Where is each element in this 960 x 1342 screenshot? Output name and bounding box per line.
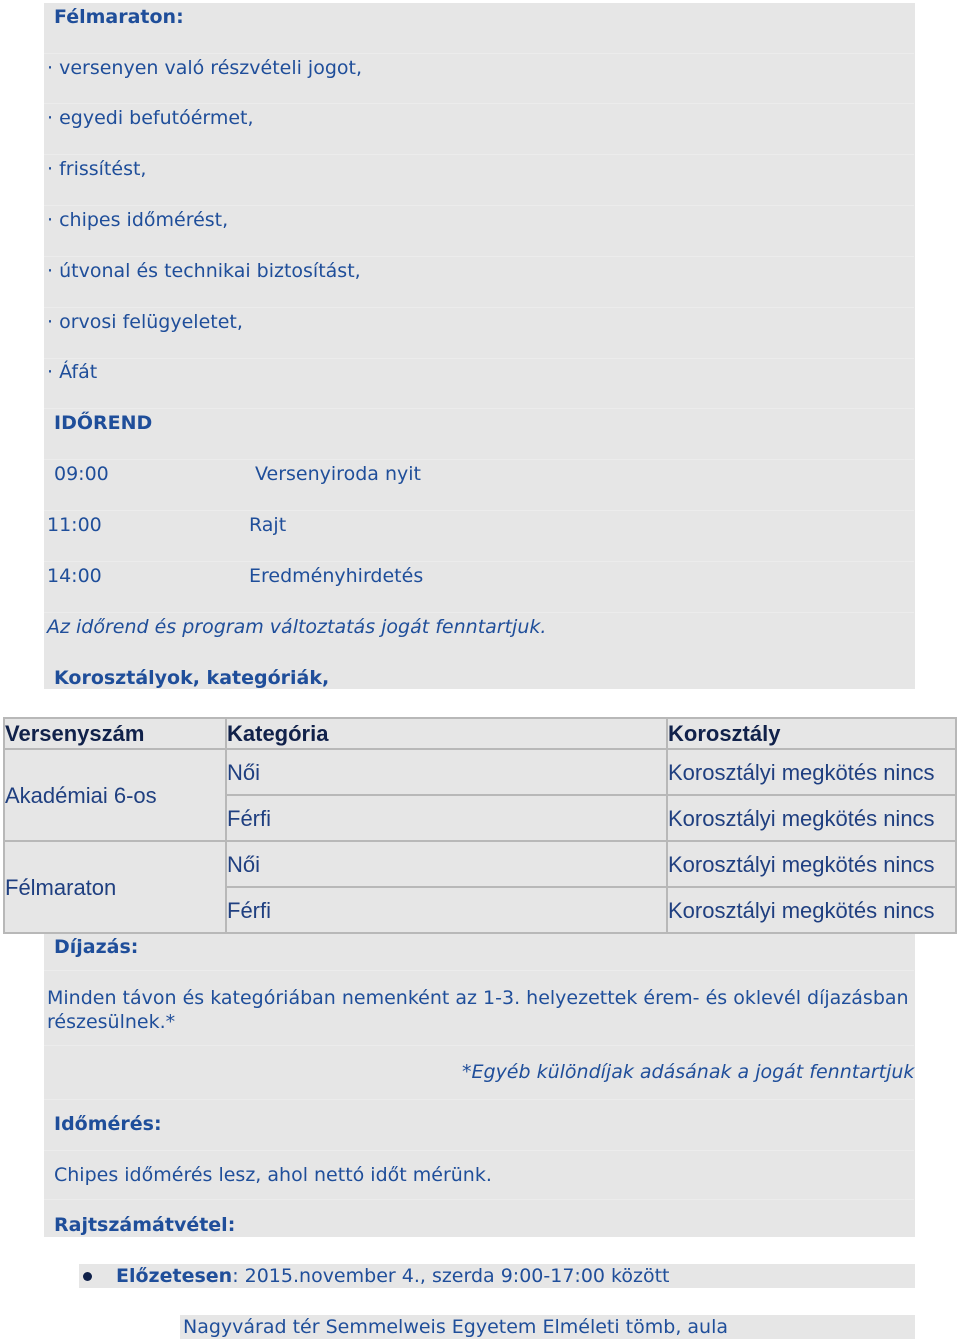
row-divider bbox=[44, 358, 914, 409]
schedule-heading: IDŐREND bbox=[54, 412, 153, 434]
bib-location-text: Nagyvárad tér Semmelweis Egyetem Elméleti tömb, aula bbox=[183, 1316, 729, 1338]
category-cell: Női bbox=[227, 852, 261, 877]
timing-heading: Időmérés: bbox=[54, 1113, 162, 1135]
fee-item: · Áfát bbox=[47, 361, 98, 383]
bib-date-text bbox=[116, 1264, 669, 1288]
fee-item: · orvosi felügyeletet, bbox=[47, 311, 243, 333]
info-panel-bottom bbox=[44, 934, 915, 1237]
age-cell: Korosztályi megkötés nincs bbox=[668, 760, 935, 785]
age-cell: Korosztályi megkötés nincs bbox=[668, 898, 935, 923]
event-name: Félmaraton bbox=[5, 875, 117, 900]
age-cell: Korosztályi megkötés nincs bbox=[668, 852, 935, 877]
row-divider bbox=[44, 408, 914, 459]
column-header: Korosztály bbox=[668, 721, 781, 746]
fee-item: · chipes időmérést, bbox=[47, 209, 229, 231]
fee-item: · egyedi befutóérmet, bbox=[47, 107, 254, 129]
prizes-note: *Egyéb különdíjak adásának a jogát fenntartjuk bbox=[462, 1061, 915, 1083]
schedule-time: 14:00 bbox=[47, 565, 102, 587]
schedule-event: Rajt bbox=[249, 514, 287, 536]
bullet-icon bbox=[83, 1272, 92, 1281]
category-cell: Női bbox=[227, 760, 261, 785]
bib-date-label: Előzetesen bbox=[116, 1265, 233, 1287]
table-cell bbox=[226, 749, 667, 795]
event-name: Akadémiai 6-os bbox=[5, 783, 157, 808]
schedule-event: Versenyiroda nyit bbox=[255, 463, 421, 485]
prizes-text-line2: részesülnek.* bbox=[47, 1011, 176, 1033]
table-cell bbox=[226, 841, 667, 887]
category-cell: Férfi bbox=[227, 806, 271, 831]
table-cell bbox=[226, 795, 667, 841]
schedule-time: 09:00 bbox=[54, 463, 109, 485]
fee-heading: Félmaraton: bbox=[54, 6, 184, 28]
row-divider bbox=[44, 561, 914, 612]
schedule-note: Az időrend és program változtatás jogát fenntartjuk. bbox=[47, 616, 547, 638]
bib-heading: Rajtszámátvétel: bbox=[54, 1214, 236, 1236]
category-cell: Férfi bbox=[227, 898, 271, 923]
prizes-heading: Díjazás: bbox=[54, 936, 139, 958]
categories-heading: Korosztályok, kategóriák, bbox=[54, 667, 330, 689]
bib-date-value: : 2015.november 4., szerda 9:00-17:00 között bbox=[232, 1265, 670, 1287]
fee-item: · útvonal és technikai biztosítást, bbox=[47, 260, 361, 282]
column-header: Kategória bbox=[227, 721, 329, 746]
row-divider bbox=[44, 154, 914, 205]
row-divider bbox=[44, 459, 914, 510]
column-header: Versenyszám bbox=[5, 721, 145, 746]
schedule-time: 11:00 bbox=[47, 514, 102, 536]
timing-text: Chipes időmérés lesz, ahol nettó időt mérünk. bbox=[54, 1164, 492, 1186]
schedule-event: Eredményhirdetés bbox=[249, 565, 424, 587]
age-cell: Korosztályi megkötés nincs bbox=[668, 806, 935, 831]
prizes-text-line1: Minden távon és kategóriában nemenként az 1-3. helyezettek érem- és oklevél díjazásban bbox=[47, 987, 909, 1009]
fee-item: · versenyen való részvételi jogot, bbox=[47, 57, 363, 79]
row-divider bbox=[44, 1099, 914, 1150]
fee-item: · frissítést, bbox=[47, 158, 147, 180]
row-divider bbox=[44, 510, 914, 561]
table-cell bbox=[226, 887, 667, 933]
